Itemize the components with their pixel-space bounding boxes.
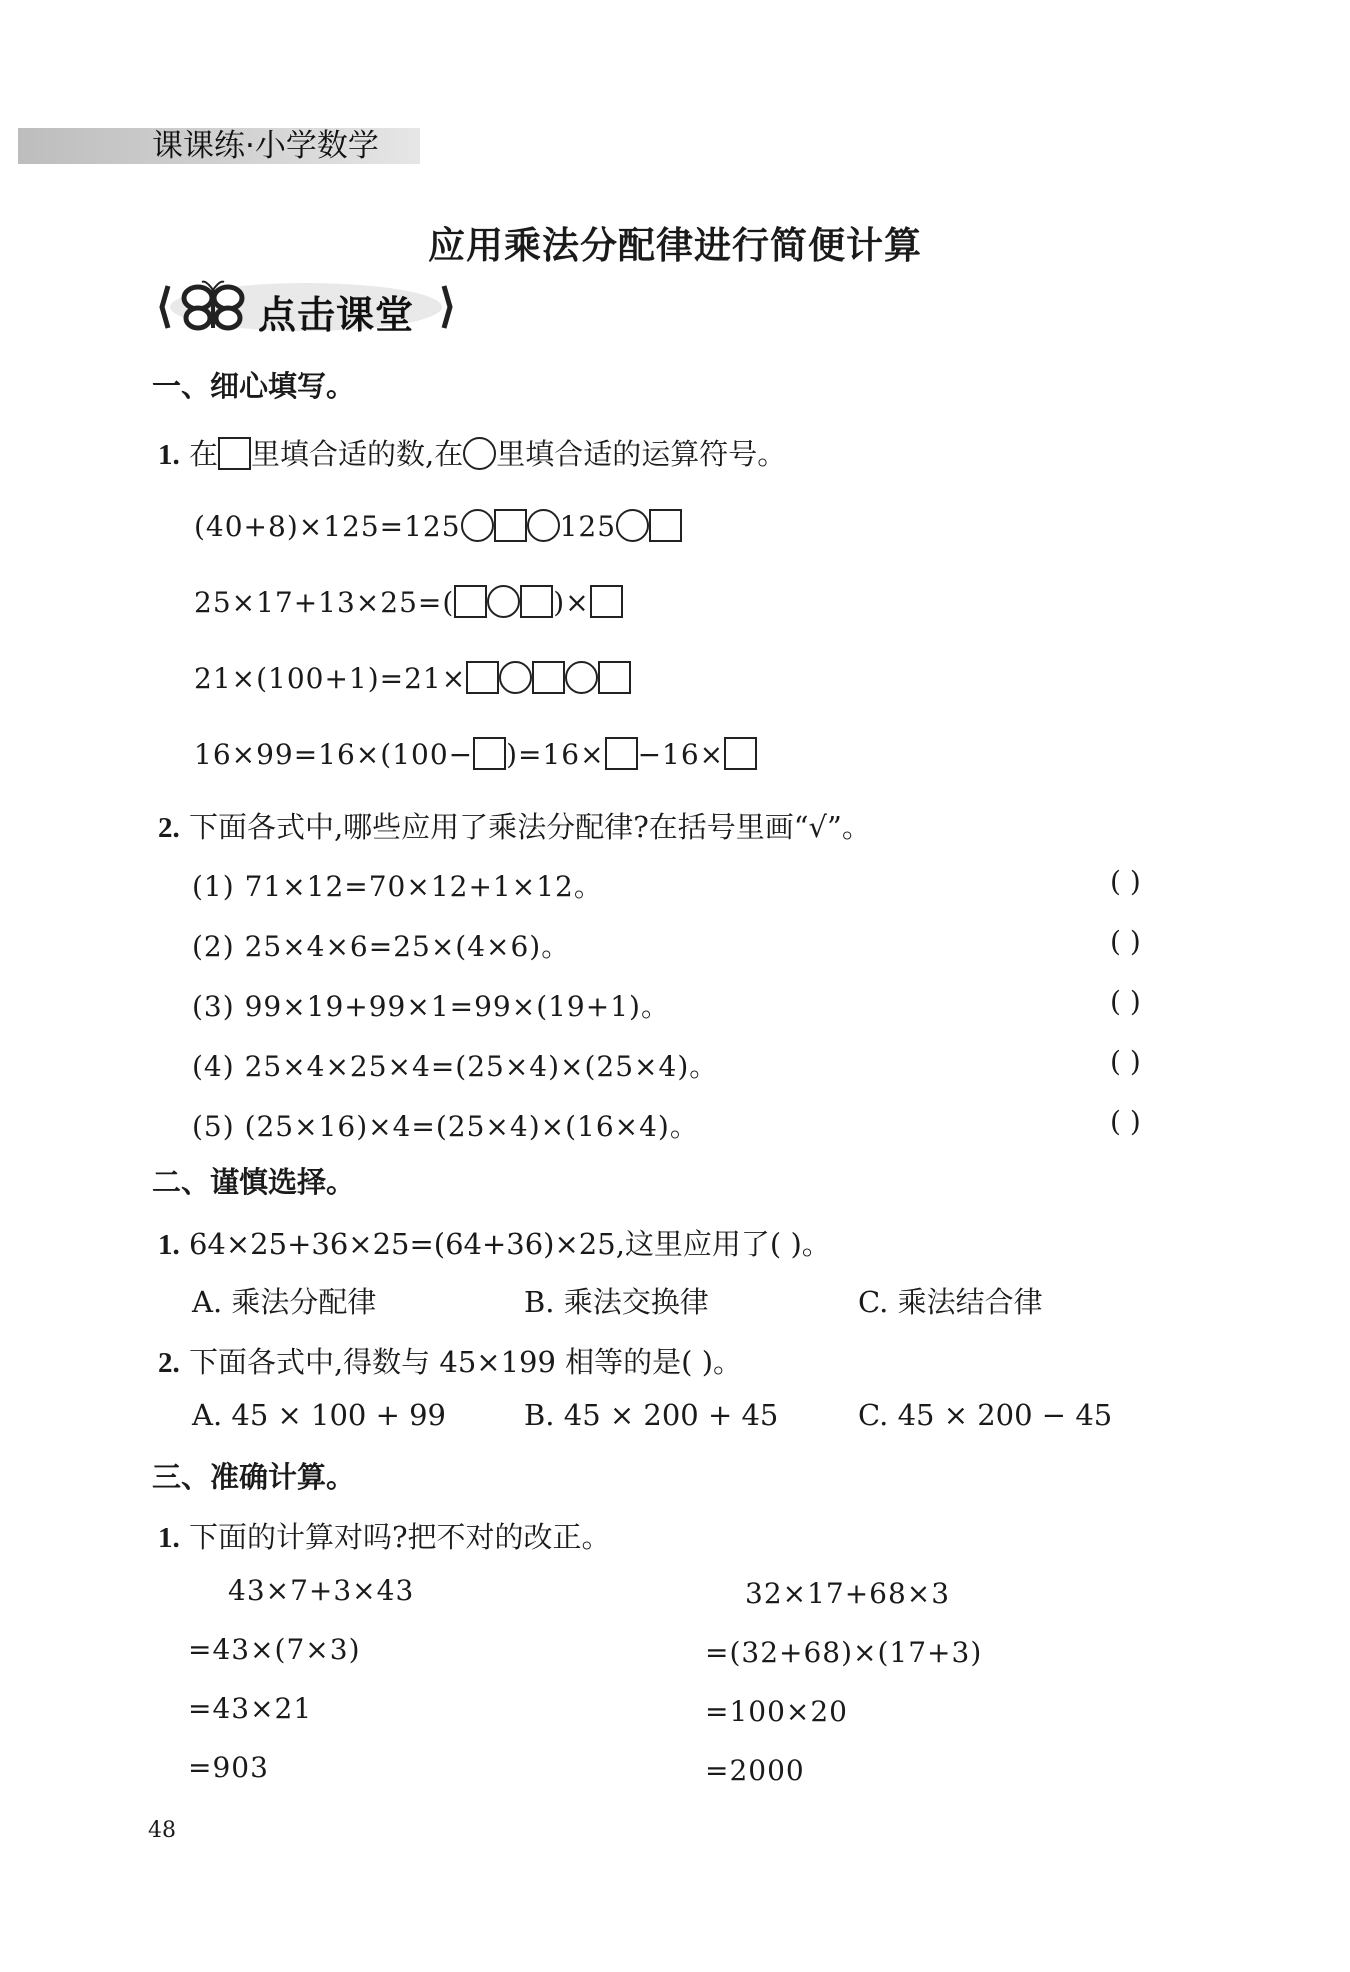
judge-item-5: (5) (25×16)×4=(25×4)×(16×4)。 — [192, 1110, 699, 1143]
fill-line-1 — [194, 509, 682, 543]
calc-left-line-1: 43×7+3×43 — [228, 1574, 415, 1607]
page-title: 应用乘法分配律进行简便计算 — [428, 224, 922, 267]
s2-q2-prompt — [158, 1340, 742, 1381]
answer-box[interactable] — [598, 661, 631, 694]
answer-box[interactable] — [590, 585, 623, 618]
equation-text: (40+8)×125=125 — [194, 510, 461, 543]
calc-right-line-3: =100×20 — [705, 1695, 848, 1728]
choice-option-b[interactable]: B. 45 × 200 + 45 — [524, 1398, 779, 1432]
s1-q1-prompt — [158, 432, 786, 473]
calc-right-line-2: =(32+68)×(17+3) — [705, 1636, 983, 1669]
choice-option-c[interactable]: C. 乘法结合律 — [858, 1285, 1043, 1319]
equation-text: −16× — [637, 738, 725, 771]
question-number: 1. — [158, 1522, 180, 1554]
fill-line-4 — [194, 737, 757, 771]
answer-box[interactable] — [649, 509, 682, 542]
prompt-text: 里填合适的运算符号。 — [496, 437, 787, 471]
calc-right-line-1: 32×17+68×3 — [745, 1577, 951, 1610]
answer-box[interactable] — [532, 661, 565, 694]
fill-line-2 — [194, 585, 623, 619]
answer-box[interactable] — [520, 585, 553, 618]
answer-box[interactable] — [605, 737, 638, 770]
prompt-text: 64×25+36×25=(64+36)×25,这里应用了( )。 — [188, 1227, 831, 1261]
judge-item-3: (3) 99×19+99×1=99×(19+1)。 — [192, 990, 670, 1023]
section-heading-2: 二、谨慎选择。 — [152, 1165, 356, 1199]
section-heading-1: 一、细心填写。 — [152, 369, 356, 403]
section-banner — [158, 278, 454, 336]
choice-option-b[interactable]: B. 乘法交换律 — [524, 1285, 709, 1319]
equation-text: 25×17+13×25=( — [194, 586, 455, 619]
calc-left-line-4: =903 — [188, 1751, 269, 1784]
page-number: 48 — [148, 1818, 176, 1843]
equation-text: )=16× — [506, 738, 605, 771]
answer-box[interactable] — [454, 585, 487, 618]
question-number: 1. — [158, 1229, 180, 1261]
butterfly-icon — [176, 278, 252, 336]
answer-circle[interactable] — [527, 509, 560, 542]
answer-circle[interactable] — [499, 661, 532, 694]
answer-parentheses[interactable]: ( ) — [1110, 985, 1141, 1018]
answer-circle[interactable] — [461, 509, 494, 542]
calc-right-line-4: =2000 — [705, 1754, 805, 1787]
judge-item-4: (4) 25×4×25×4=(25×4)×(25×4)。 — [192, 1050, 719, 1083]
equation-text: )× — [553, 586, 590, 619]
answer-box[interactable] — [494, 509, 527, 542]
answer-parentheses[interactable]: ( ) — [1110, 925, 1141, 958]
prompt-text: 下面的计算对吗?把不对的改正。 — [188, 1520, 611, 1554]
answer-circle — [463, 437, 496, 470]
answer-parentheses[interactable]: ( ) — [1110, 1045, 1141, 1078]
prompt-text: 里填合适的数,在 — [250, 437, 464, 471]
judge-item-2: (2) 25×4×6=25×(4×6)。 — [192, 930, 571, 963]
judge-item-1: (1) 71×12=70×12+1×12。 — [192, 870, 603, 903]
answer-box[interactable] — [466, 661, 499, 694]
question-number: 1. — [158, 439, 180, 471]
choice-option-a[interactable]: A. 乘法分配律 — [192, 1285, 377, 1319]
prompt-text: 下面各式中,得数与 45×199 相等的是( )。 — [188, 1345, 743, 1379]
choice-option-a[interactable]: A. 45 × 100 + 99 — [192, 1398, 447, 1432]
prompt-text: 下面各式中,哪些应用了乘法分配律?在括号里画“√”。 — [188, 810, 871, 844]
s2-q1-prompt — [158, 1222, 831, 1263]
equation-text: 16×99=16×(100− — [194, 738, 474, 771]
question-number: 2. — [158, 812, 180, 844]
answer-box[interactable] — [724, 737, 757, 770]
prompt-text: 在 — [188, 437, 218, 471]
answer-box[interactable] — [473, 737, 506, 770]
answer-box — [218, 437, 251, 470]
equation-text: 21×(100+1)=21× — [194, 662, 467, 695]
answer-circle[interactable] — [487, 585, 520, 618]
choice-option-c[interactable]: C. 45 × 200 − 45 — [858, 1398, 1113, 1432]
answer-parentheses[interactable]: ( ) — [1110, 1105, 1141, 1138]
book-header: 课课练·小学数学 — [152, 128, 379, 164]
question-number: 2. — [158, 1347, 180, 1379]
answer-parentheses[interactable]: ( ) — [1110, 865, 1141, 898]
section-heading-3: 三、准确计算。 — [152, 1460, 356, 1494]
s3-q1-prompt — [158, 1515, 611, 1556]
calc-left-line-2: =43×(7×3) — [188, 1633, 361, 1666]
answer-circle[interactable] — [616, 509, 649, 542]
calc-left-line-3: =43×21 — [188, 1692, 313, 1725]
fill-line-3 — [194, 661, 631, 695]
banner-text: 点击课堂 — [258, 293, 415, 337]
equation-text: 125 — [559, 510, 617, 543]
answer-circle[interactable] — [565, 661, 598, 694]
s1-q2-prompt — [158, 805, 871, 846]
